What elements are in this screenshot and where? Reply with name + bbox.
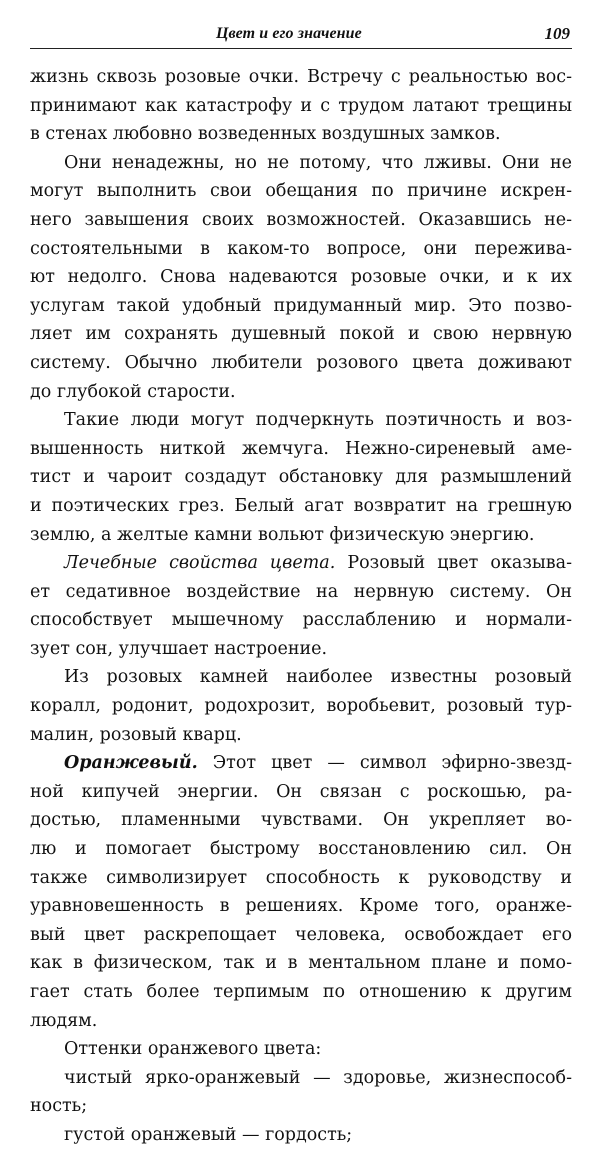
- paragraph: [30, 549, 572, 663]
- text-line: лю и помогает быстрому восстановлению сил. Он: [30, 839, 572, 860]
- text-line: уравновешенность в решениях. Кроме того, оранже-: [30, 896, 572, 917]
- paragraph: [30, 1035, 572, 1064]
- section-lead-italic: Лечебные свойства цвета.: [64, 553, 336, 574]
- text-line: вый цвет раскрепощает человека, освобождает его: [30, 924, 572, 945]
- text-line: [30, 549, 572, 578]
- paragraph: [30, 149, 572, 406]
- text-line: него завышения своих возможностей. Оказавшись не-: [30, 209, 572, 230]
- text-line: ность;: [30, 1096, 88, 1117]
- text-line: ляет им сохранять душевный покой и свою нервную: [30, 324, 572, 345]
- text-line: густой оранжевый — гордость;: [64, 1124, 353, 1145]
- text-line: как в физическом, так и в ментальном плане и помо-: [30, 953, 572, 974]
- paragraph: [30, 1121, 572, 1150]
- paragraph: [30, 406, 572, 549]
- text-line: систему. Обычно любители розового цвета доживают: [30, 352, 572, 373]
- text-line: чистый ярко-оранжевый — здоровье, жизнеспособ-: [64, 1067, 572, 1088]
- text-line: гает стать более терпимым по отношению к другим: [30, 982, 572, 1002]
- text-line: ет седативное воздействие на нервную систему. Он: [30, 581, 572, 602]
- text-line: [30, 749, 572, 778]
- text-line: малин, розовый кварц.: [30, 724, 242, 745]
- page-number: 109: [544, 24, 570, 43]
- text-line: услугам такой удобный придуманный мир. Это позво-: [30, 295, 572, 316]
- text-line: принимают как катастрофу и с трудом латают трещины: [30, 95, 572, 116]
- text-line: и поэтических грез. Белый агат возвратит на грешную: [30, 495, 572, 516]
- paragraph: [30, 663, 572, 749]
- text-line: землю, а желтые камни вольют физическую энергию.: [30, 524, 535, 545]
- text-line: способствует мышечному расслаблению и нормали-: [30, 610, 572, 631]
- page-body: [30, 63, 572, 1150]
- section-heading-orange: Оранжевый.: [64, 753, 198, 774]
- text-line: Они ненадежны, но не потому, что лживы. Они не: [64, 152, 572, 173]
- text-line: коралл, родонит, родохрозит, воробьевит, розовый тур-: [30, 696, 572, 717]
- text-line: могут выполнить свои обещания по причине искрен-: [30, 181, 572, 202]
- text-line: Такие люди могут подчеркнуть поэтичность и воз-: [64, 410, 572, 431]
- text-line: зует сон, улучшает настроение.: [30, 638, 328, 659]
- text-line: тист и чароит создадут обстановку для размышлений: [30, 467, 572, 488]
- text-line: также символизирует способность к руководству и: [30, 867, 572, 888]
- text-line: жизнь сквозь розовые очки. Встречу с реальностью вос-: [30, 67, 572, 87]
- paragraph: [30, 1064, 572, 1121]
- text-line: состоятельными в каком-то вопросе, они пережива-: [30, 238, 572, 259]
- paragraph: [30, 749, 572, 1035]
- text-line: в стенах любовно возведенных воздушных замков.: [30, 124, 501, 145]
- text-line: ют недолго. Снова надеваются розовые очки, и к их: [30, 267, 572, 288]
- text-run: Розовый цвет оказыва-: [335, 553, 572, 574]
- running-title: Цвет и его значение: [216, 25, 362, 42]
- text-line: Оттенки оранжевого цвета:: [64, 1039, 322, 1060]
- text-line: Из розовых камней наиболее известны розовый: [64, 667, 572, 688]
- paragraph: [30, 63, 572, 149]
- text-line: до глубокой старости.: [30, 381, 236, 402]
- text-line: достью, пламенными чувствами. Он укрепляет во-: [30, 810, 572, 831]
- text-line: ной кипучей энергии. Он связан с роскошью, ра-: [30, 781, 572, 802]
- text-line: вышенность ниткой жемчуга. Нежно-сиреневый аме-: [30, 438, 572, 459]
- text-line: людям.: [30, 1010, 98, 1031]
- text-run: Этот цвет — символ эфирно-звезд-: [197, 753, 572, 774]
- running-header: [30, 24, 572, 49]
